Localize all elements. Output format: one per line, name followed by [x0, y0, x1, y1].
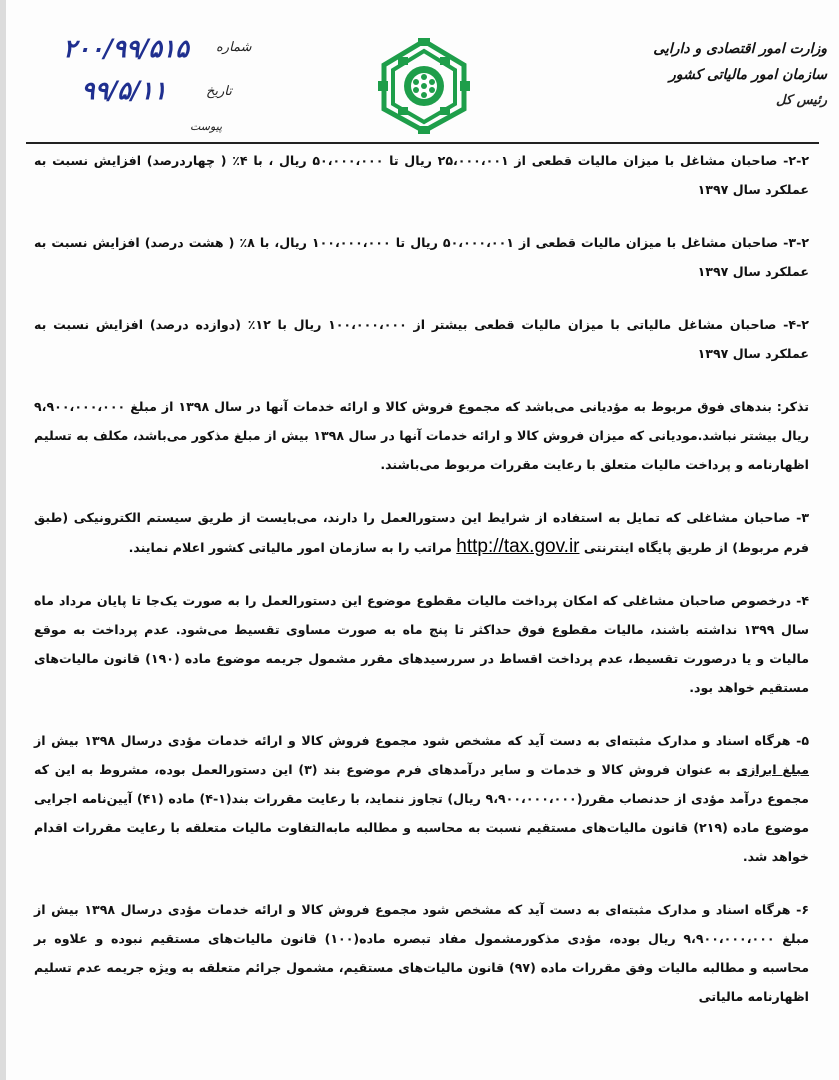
- header-divider: [26, 142, 819, 144]
- clause-2-4: ۴-۲- صاحبان مشاغل مالیاتی با میزان مالیات قطعی بیشتر از ۱۰۰،۰۰۰،۰۰۰ ریال با ۱۲٪ (دوازده درصد) افزایش نسبت به عملکرد سال ۱۳۹۷: [34, 317, 809, 361]
- letter-body: [34, 146, 809, 1035]
- page-edge-shadow: [0, 0, 6, 1080]
- tax-organization-emblem-icon: [378, 37, 470, 135]
- attachment-label: پیوست: [190, 120, 223, 133]
- clause-5-text-after: به عنوان فروش کالا و خدمات و سایر درآمدهای فرم موضوع بند (۳) این دستورالعمل بوده، مشروط به این که مجموع درآمد مؤدی از حدنصاب مقرر(۹،۹۰۰،۰۰۰،۰۰۰ ریال) تجاوز ننماید، با رعایت مقررات بند(۱-۴) ماده (۴۱) آیین‌نامه اجرایی موضوع ماده (۲۱۹) قانون مالیات‌های مستقیم نسبت به محاسبه و مطالبه مابه‌التفاوت مالیات متعلقه با رعایت مقررات اقدام خواهد شد.: [34, 762, 809, 864]
- clause-2-2: ۲-۲- صاحبان مشاغل با میزان مالیات قطعی از ۲۵،۰۰۰،۰۰۱ ریال تا ۵۰،۰۰۰،۰۰۰ ریال ، با ۴٪ ( چهاردرصد) افزایش نسبت به عملکرد سال ۱۳۹۷: [34, 153, 810, 197]
- clause-4: ۴- درخصوص صاحبان مشاغلی که امکان پرداخت مالیات مقطوع موضوع این دستورالعمل را به صورت یک‌جا تا پایان مرداد ماه سال ۱۳۹۹ نداشته باشند، مالیات مقطوع فوق حداکثر تا پنج ماه به صورت مساوی تقسیط می‌شود. عدم پرداخت به موقع مالیات و یا درصورت تقسیط، عدم پرداخت اقساط در سررسیدهای مقرر مشمول جریمه موضوع ماده (۱۹۰) قانون مالیات‌های مستقیم خواهد بود.: [34, 593, 809, 695]
- clause-5: [34, 726, 809, 871]
- clause-2-3: ۳-۲- صاحبان مشاغل با میزان مالیات قطعی از ۵۰،۰۰۰،۰۰۱ ریال تا ۱۰۰،۰۰۰،۰۰۰ ریال، با ۸٪ ( هشت درصد) افزایش نسبت به عملکرد سال ۱۳۹۷: [34, 235, 810, 279]
- clause-6: ۶- هرگاه اسناد و مدارک مثبته‌ای به دست آید که مشخص شود مجموع فروش کالا و ارائه خدمات مؤدی درسال ۱۳۹۸ بیش از مبلغ ۹،۹۰۰،۰۰۰،۰۰۰ ریال بوده، مؤدی مذکورمشمول مفاد تبصره ماده(۱۰۰) قانون مالیات‌های مستقیم نبوده و علاوه بر محاسبه و مطالبه مالیات وفق مقررات ماده (۹۷) قانون مالیات‌های مستقیم، مشمول جرائم متعلقه به ویژه جریمه عدم تسلیم اظهارنامه مالیاتی: [34, 902, 809, 1004]
- letter-date: ۹۹/۵/۱۱: [81, 76, 167, 105]
- ministry-name: وزارت امور اقتصادی و دارایی: [653, 41, 827, 57]
- letter-reference-block: [40, 34, 270, 144]
- office-title: رئیس کل: [776, 93, 827, 108]
- declared-amount-underlined: مبلغ ابرازی: [736, 762, 810, 777]
- letter-number: ۲۰۰/۹۹/۵۱۵: [63, 34, 189, 63]
- letterhead: [637, 36, 827, 114]
- clause-3-text-before: ۳- صاحبان مشاغلی که تمایل به استفاده از شرایط این دستورالعمل را دارند، می‌بایست از طریق سیستم الکترونیکی (طبق فرم مربوط) از طریق پایگاه اینترنتی: [34, 510, 809, 555]
- number-label: شماره: [216, 40, 252, 55]
- clause-3-text-after: مراتب را به سازمان امور مالیاتی کشور اعلام نمایند.: [128, 540, 457, 555]
- date-label: تاریخ: [206, 84, 232, 99]
- tax-portal-link[interactable]: http://tax.gov.ir: [456, 536, 580, 557]
- clause-3: [34, 503, 809, 562]
- clause-5-text-before: ۵- هرگاه اسناد و مدارک مثبته‌ای به دست آید که مشخص شود مجموع فروش کالا و ارائه خدمات مؤدی درسال ۱۳۹۸ بیش از: [34, 733, 809, 748]
- organization-name: سازمان امور مالیاتی کشور: [668, 67, 827, 83]
- note-paragraph: تذکر: بندهای فوق مربوط به مؤدیانی می‌باشد که مجموع فروش کالا و ارائه خدمات آنها در سال ۱۳۹۸ از مبلغ ۹،۹۰۰،۰۰۰،۰۰۰ ریال بیشتر نباشد.مودیانی که میزان فروش کالا و ارائه خدمات آنها در سال ۱۳۹۸ بیش از مبلغ مذکور می‌باشد، مکلف به تسلیم اظهارنامه و پرداخت مالیات متعلق با رعایت مقررات مربوط می‌باشند.: [34, 399, 809, 472]
